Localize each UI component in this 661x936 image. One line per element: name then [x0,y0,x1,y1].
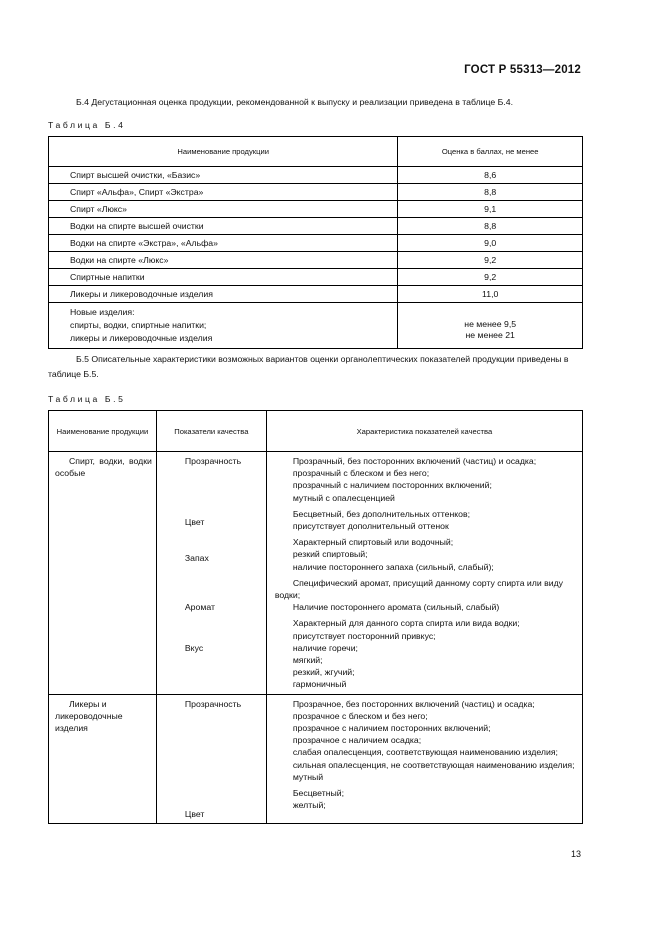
characteristic-line: Бесцветный; [292,788,345,799]
indicator-name: Запах [184,553,209,564]
table-b4-header-name: Наименование продукции [49,137,398,167]
characteristic-line: Специфический аромат, присущий данному сорту спирта или виду водки; [274,577,564,601]
paragraph-b5: Б.5 Описательные характеристики возможных вариантов оценки органолептических показателей продукции приведены в таблице Б.5. [48,354,569,379]
product-group-label: Спирт, водки, водки особые [55,456,152,479]
table-row [49,201,583,218]
product-name: Спирт «Люкс» [49,201,398,218]
score-value: 9,2 [398,269,583,286]
table-b4-header-score: Оценка в баллах, не менее [398,137,583,167]
score-value: 8,8 [398,218,583,235]
characteristic-column [266,452,582,695]
characteristic-line: Прозрачный, без посторонних включений (частиц) и осадка; [292,456,537,466]
table-b5-header-product: Наименование продукции [49,411,157,452]
characteristic-line: Бесцветный, без дополнительных оттенков; [292,508,471,519]
table-row [49,269,583,286]
table-row [49,303,583,349]
characteristic-line: наличие горечи; [292,642,358,653]
product-name: Ликеры и ликероводочные изделия [49,286,398,303]
score-value: 9,2 [398,252,583,269]
indicator-name: Цвет [184,517,205,528]
new-items-values [398,303,583,349]
table-row [49,286,583,303]
characteristic-line: Наличие постороннего аромата (сильный, слабый) [292,602,500,613]
indicator-name: Вкус [184,642,204,653]
table-row [49,184,583,201]
characteristic-line: Характерный спиртовый или водочный; [292,537,454,548]
characteristic-line: мягкий; [292,655,323,666]
product-group-label: Ликеры и ликероводочные изделия [55,698,123,734]
characteristic-line: сильная опалесценция, не соответствующая наименованию изделия; [292,759,575,770]
table-b5-caption: Таблица Б.5 [48,394,126,404]
product-group-name [49,452,157,695]
product-group-name [49,694,157,823]
characteristic-line: резкий, жгучий; [292,667,355,678]
score-value: не менее 21 [465,330,515,340]
characteristic-line: наличие постороннего запаха (сильный, слабый); [292,561,494,572]
characteristic-line: прозрачное с наличием посторонних включений; [292,723,491,734]
characteristic-line: слабая опалесценция, соответствующая наименованию изделия; [292,747,558,758]
characteristic-line: прозрачное с наличием осадка; [292,735,422,746]
document-id: ГОСТ Р 55313—2012 [464,64,581,76]
table-row [49,252,583,269]
new-items-line: ликеры и ликероводочные изделия [70,333,213,343]
score-value: 8,6 [398,167,583,184]
characteristic-line: присутствует посторонний привкус; [292,630,436,641]
paragraph-b4: Б.4 Дегустационная оценка продукции, рекомендованной к выпуску и реализации приведена в таблице Б.4. [76,97,514,107]
table-b5-header-characteristic: Характеристика показателей качества [266,411,582,452]
table-row [49,452,583,695]
characteristic-line: присутствует дополнительный оттенок [292,521,449,532]
characteristic-column [266,694,582,823]
indicator-column [156,694,266,823]
characteristic-line: мутный [292,771,324,782]
table-row [49,694,583,823]
characteristic-line: желтый; [292,800,326,811]
characteristic-line: резкий спиртовый; [292,549,368,560]
score-value: 8,8 [398,184,583,201]
page-number: 13 [570,849,581,859]
table-row [49,235,583,252]
indicator-name: Прозрачность [184,456,242,466]
table-b5 [48,410,583,824]
indicator-column [156,452,266,695]
characteristic-line: Прозрачное, без посторонних включений (частиц) и осадка; [292,698,535,709]
table-b4-caption: Таблица Б.4 [48,120,126,130]
product-name: Спирт высшей очистки, «Базис» [49,167,398,184]
score-value: 9,1 [398,201,583,218]
characteristic-line: мутный с опалесценцией [292,492,395,503]
characteristic-line: гармоничный [292,679,347,690]
characteristic-line: прозрачный с блеском и без него; [292,468,430,479]
indicator-name: Прозрачность [184,698,242,709]
score-value: не менее 9,5 [464,319,517,329]
score-value: 11,0 [398,286,583,303]
product-name: Водки на спирте высшей очистки [49,218,398,235]
characteristic-line: прозрачное с блеском и без него; [292,710,428,721]
characteristic-line: Характерный для данного сорта спирта или вида водки; [292,618,520,629]
table-b4 [48,136,583,349]
score-value: 9,0 [398,235,583,252]
indicator-name: Цвет [184,808,205,819]
table-row [49,218,583,235]
table-row [49,167,583,184]
new-items-line: спирты, водки, спиртные напитки; [70,320,207,330]
indicator-name: Аромат [184,601,215,612]
product-name: Спиртные напитки [49,269,398,286]
new-items-title: Новые изделия: [70,307,135,317]
product-name: Спирт «Альфа», Спирт «Экстра» [49,184,398,201]
new-items-cell [49,303,398,349]
characteristic-line: прозрачный с наличием посторонних включений; [292,480,492,491]
product-name: Водки на спирте «Люкс» [49,252,398,269]
table-b5-header-indicator: Показатели качества [156,411,266,452]
product-name: Водки на спирте «Экстра», «Альфа» [49,235,398,252]
